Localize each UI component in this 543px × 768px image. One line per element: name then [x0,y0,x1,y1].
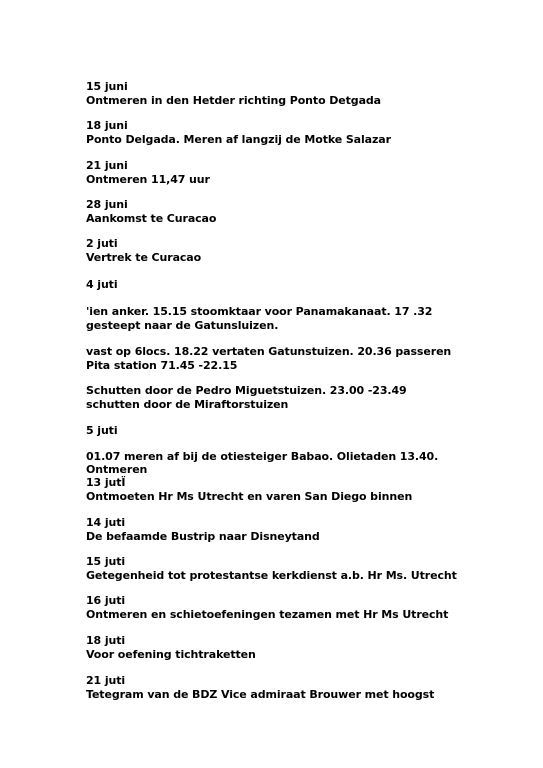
entry-text-continued: Ontmeren [86,463,148,476]
entry-text: Schutten door de Pedro Miguetstuizen. 23.00 -23.49 [86,384,407,397]
entry-text: vast op 6locs. 18.22 vertaten Gatunstuizen. 20.36 passeren [86,345,452,358]
entry-text: Ontmeren en schietoefeningen tezamen met Hr Ms Utrecht [86,608,449,621]
entry-date: 15 juti [86,555,126,568]
entry-text: De befaamde Bustrip naar Disneytand [86,530,320,543]
entry-date: 14 juti [86,516,126,529]
entry-text: Ponto Delgada. Meren af langzij de Motke Salazar [86,133,391,146]
entry-text-continued: schutten door de Miraftorstuizen [86,398,289,411]
entry-date: 13 jutÏ [86,476,126,489]
entry-date: 21 juti [86,674,126,687]
entry-text: Tetegram van de BDZ Vice admiraat Brouwer met hoogst [86,688,435,701]
entry-date: 5 juti [86,424,118,437]
entry-text: Aankomst te Curacao [86,212,217,225]
entry-date: 16 juti [86,594,126,607]
entry-text: Ontmeren 11,47 uur [86,173,210,186]
entry-text: 01.07 meren af bij de otiesteiger Babao. Olietaden 13.40. [86,450,439,463]
entry-date: 28 juni [86,198,128,211]
entry-text: Voor oefening tichtraketten [86,648,256,661]
entry-text: Vertrek te Curacao [86,251,202,264]
entry-text: Ontmoeten Hr Ms Utrecht en varen San Diego binnen [86,490,413,503]
entry-date: 4 juti [86,278,118,291]
entry-text: Getegenheid tot protestantse kerkdienst a.b. Hr Ms. Utrecht [86,569,457,582]
entry-date: 2 juti [86,237,118,250]
entry-text-continued: gesteept naar de Gatunsluizen. [86,319,279,332]
entry-text: 'ien anker. 15.15 stoomktaar voor Panamakanaat. 17 .32 [86,305,433,318]
entry-date: 21 juni [86,159,128,172]
entry-text-continued: Pita station 71.45 -22.15 [86,359,238,372]
entry-date: 18 juti [86,634,126,647]
entry-date: 18 juni [86,119,128,132]
entry-date: 15 juni [86,80,128,93]
entry-text: Ontmeren in den Hetder richting Ponto Detgada [86,94,381,107]
